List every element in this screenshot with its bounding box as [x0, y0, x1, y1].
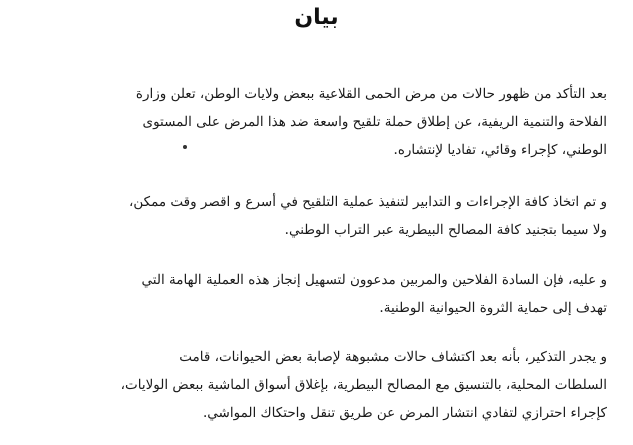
- paragraph-line: ولا سيما بتجنيد كافة المصالح البيطرية عبر التراب الوطني.: [284, 222, 607, 238]
- paragraph-line: كإجراء احترازي لتفادي انتشار المرض عن طريق تنقل واحتكاك المواشي.: [203, 405, 607, 421]
- paragraph-market-closure: [22, 343, 607, 427]
- paragraph-line: و يجدر التذكير، بأنه بعد اكتشاف حالات مشبوهة لإصابة بعض الحيوانات، قامت: [179, 349, 607, 365]
- paragraph-line: السلطات المحلية، بالتنسيق مع المصالح البيطرية، بإغلاق أسواق الماشية ببعض الولايات،: [120, 377, 607, 393]
- paragraph-line: و تم اتخاذ كافة الإجراءات و التدابير لتنفيذ عملية التلقيح في أسرع و اقصر وقت ممكن،: [128, 194, 607, 210]
- paragraph-farmers-call: [22, 266, 607, 322]
- document-title: بيان: [294, 5, 339, 30]
- paragraph-line: الوطني، كإجراء وقائي، تفاديا لإنتشاره.: [393, 142, 607, 158]
- paragraph-measures: [22, 188, 607, 244]
- paragraph-line: بعد التأكد من ظهور حالات من مرض الحمى القلاعية ببعض ولايات الوطن، تعلن وزارة: [135, 86, 607, 102]
- paragraph-line: الفلاحة والتنمية الريفية، عن إطلاق حملة تلقيح واسعة ضد هذا المرض على المستوى: [142, 114, 607, 130]
- paragraph-line: تهدف إلى حماية الثروة الحيوانية الوطنية.: [379, 300, 607, 316]
- paragraph-line: و عليه، فإن السادة الفلاحين والمربين مدعوون لتسهيل إنجاز هذه العملية الهامة التي: [141, 272, 607, 288]
- stray-dot-mark: [183, 145, 187, 149]
- paragraph-outbreak-announcement: [22, 80, 607, 164]
